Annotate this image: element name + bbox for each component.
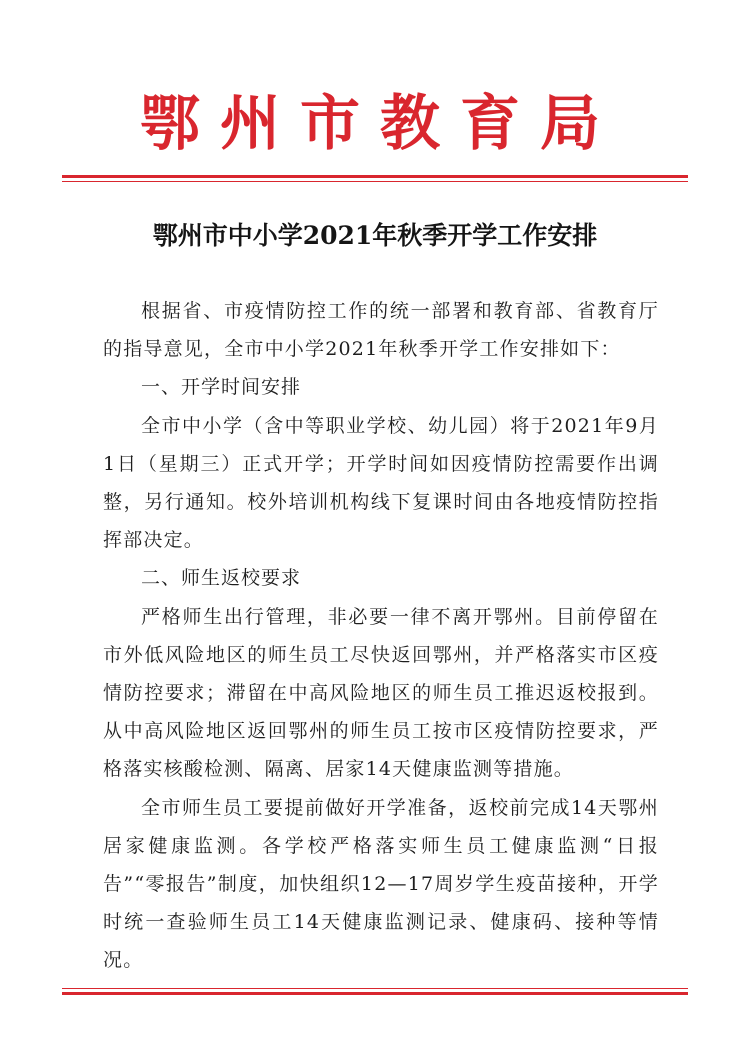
- footer-rule-thin: [62, 988, 688, 989]
- section-paragraph: 全市中小学（含中等职业学校、幼儿园）将于2021年9月1日（星期三）正式开学；开学时间如因疫情防控需要作出调整，另行通知。校外培训机构线下复课时间由各地疫情防控指挥部决定。: [103, 414, 659, 552]
- footer-rule-thick: [62, 992, 688, 995]
- letterhead-top-rule-thick: [62, 175, 688, 178]
- letterhead-top-rule-thin: [62, 181, 688, 182]
- section-paragraph: 严格师生出行管理，非必要一律不离开鄂州。目前停留在市外低风险地区的师生员工尽快返回鄂州，并严格落实市区疫情防控要求；滞留在中高风险地区的师生员工推迟返校报到。从中高风险地区返回鄂州的师生员工按市区疫情防控要求，严格落实核酸检测、隔离、居家14天健康监测等措施。: [103, 605, 659, 781]
- intro-paragraph: 根据省、市疫情防控工作的统一部署和教育部、省教育厅的指导意见，全市中小学2021年秋季开学工作安排如下：: [103, 300, 659, 361]
- section-heading-return-requirements: 二、师生返校要求: [141, 567, 302, 590]
- section-heading-schedule: 一、开学时间安排: [141, 376, 302, 399]
- document-title: 鄂州市中小学2021年秋季开学工作安排: [152, 221, 598, 250]
- letterhead-org-name: 鄂州市教育局: [140, 89, 620, 159]
- section-paragraph: 全市师生员工要提前做好开学准备，返校前完成14天鄂州居家健康监测。各学校严格落实师生员工健康监测“日报告”“零报告”制度，加快组织12—17周岁学生疫苗接种，开学时统一查验师生员工14天健康监测记录、健康码、接种等情况。: [103, 796, 659, 972]
- document-body: [103, 292, 659, 980]
